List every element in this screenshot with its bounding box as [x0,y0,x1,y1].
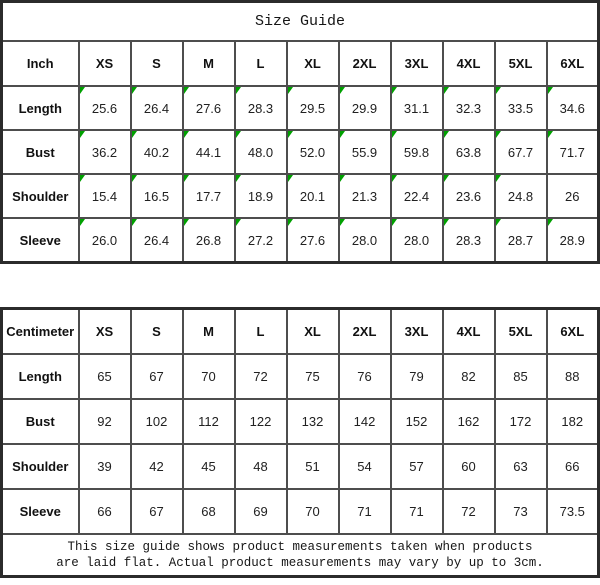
green-corner-flag-icon [340,87,345,94]
centimeter-table-row-sleeve [2,489,599,534]
measurement-cell: 40.2 [131,130,183,174]
measurement-cell: 21.3 [339,174,391,218]
green-corner-flag-icon [444,131,449,138]
measurement-cell: 52.0 [287,130,339,174]
green-corner-flag-icon [288,131,293,138]
green-corner-flag-icon [392,131,397,138]
measurement-cell: 79 [391,354,443,399]
measurement-cell: 26.4 [131,218,183,263]
measurement-cell: 69 [235,489,287,534]
measurement-cell: 60 [443,444,495,489]
inch-table-header-row [2,41,599,86]
size-header-3xl: 3XL [391,309,443,355]
size-header-5xl: 5XL [495,41,547,86]
green-corner-flag-icon [444,87,449,94]
row-label-shoulder: Shoulder [2,174,79,218]
size-header-s: S [131,309,183,355]
measurement-cell: 66 [547,444,599,489]
green-corner-flag-icon [496,219,501,226]
measurement-cell: 152 [391,399,443,444]
green-corner-flag-icon [236,175,241,182]
centimeter-table-header-row [2,309,599,355]
green-corner-flag-icon [132,175,137,182]
size-header-5xl: 5XL [495,309,547,355]
measurement-cell: 28.9 [547,218,599,263]
measurement-cell: 67 [131,489,183,534]
size-header-m: M [183,41,235,86]
measurement-cell: 34.6 [547,86,599,130]
measurement-cell: 55.9 [339,130,391,174]
green-corner-flag-icon [496,131,501,138]
green-corner-flag-icon [288,175,293,182]
measurement-cell: 26 [547,174,599,218]
centimeter-table-row-length [2,354,599,399]
size-header-2xl: 2XL [339,309,391,355]
measurement-cell: 17.7 [183,174,235,218]
measurement-cell: 71 [339,489,391,534]
measurement-cell: 67.7 [495,130,547,174]
measurement-cell: 26.8 [183,218,235,263]
green-corner-flag-icon [80,219,85,226]
measurement-cell: 72 [443,489,495,534]
size-header-m: M [183,309,235,355]
measurement-cell: 76 [339,354,391,399]
green-corner-flag-icon [392,87,397,94]
green-corner-flag-icon [548,219,553,226]
table-gap-spacer [0,264,600,307]
centimeter-size-table [0,307,600,578]
measurement-cell: 63.8 [443,130,495,174]
measurement-cell: 67 [131,354,183,399]
measurement-cell: 28.0 [391,218,443,263]
size-header-3xl: 3XL [391,41,443,86]
green-corner-flag-icon [132,131,137,138]
measurement-cell: 122 [235,399,287,444]
measurement-cell: 24.8 [495,174,547,218]
measurement-cell: 92 [79,399,131,444]
green-corner-flag-icon [236,87,241,94]
measurement-cell: 73.5 [547,489,599,534]
green-corner-flag-icon [80,87,85,94]
size-header-l: L [235,309,287,355]
green-corner-flag-icon [236,131,241,138]
measurement-cell: 26.0 [79,218,131,263]
green-corner-flag-icon [444,219,449,226]
measurement-cell: 75 [287,354,339,399]
unit-label-centimeter: Centimeter [2,309,79,355]
measurement-cell: 16.5 [131,174,183,218]
measurement-cell: 44.1 [183,130,235,174]
measurement-cell: 66 [79,489,131,534]
footer-row [2,534,599,577]
green-corner-flag-icon [236,219,241,226]
measurement-cell: 29.5 [287,86,339,130]
green-corner-flag-icon [392,175,397,182]
inch-table-row-length [2,86,599,130]
measurement-cell: 59.8 [391,130,443,174]
footer-note-line1: This size guide shows product measurements taken when products [67,540,533,554]
green-corner-flag-icon [184,87,189,94]
green-corner-flag-icon [496,87,501,94]
measurement-cell: 48 [235,444,287,489]
measurement-cell: 29.9 [339,86,391,130]
green-corner-flag-icon [184,175,189,182]
green-corner-flag-icon [340,131,345,138]
row-label-sleeve: Sleeve [2,489,79,534]
unit-label-inch: Inch [2,41,79,86]
inch-size-table [0,0,600,264]
inch-table-body [2,41,599,263]
measurement-cell: 85 [495,354,547,399]
row-label-length: Length [2,354,79,399]
size-header-6xl: 6XL [547,309,599,355]
measurement-cell: 27.6 [287,218,339,263]
green-corner-flag-icon [548,87,553,94]
measurement-cell: 27.6 [183,86,235,130]
page-title: Size Guide [2,2,599,42]
size-header-2xl: 2XL [339,41,391,86]
green-corner-flag-icon [288,219,293,226]
row-label-sleeve: Sleeve [2,218,79,263]
measurement-cell: 65 [79,354,131,399]
row-label-bust: Bust [2,130,79,174]
green-corner-flag-icon [340,219,345,226]
green-corner-flag-icon [80,131,85,138]
size-header-4xl: 4XL [443,41,495,86]
measurement-cell: 82 [443,354,495,399]
green-corner-flag-icon [184,219,189,226]
green-corner-flag-icon [288,87,293,94]
measurement-cell: 102 [131,399,183,444]
footer-note-line2: are laid flat. Actual product measurements may vary by up to 3cm. [56,556,544,570]
measurement-cell: 28.0 [339,218,391,263]
measurement-cell: 162 [443,399,495,444]
title-row [2,2,599,42]
measurement-cell: 28.3 [235,86,287,130]
size-header-xl: XL [287,309,339,355]
measurement-cell: 18.9 [235,174,287,218]
measurement-cell: 88 [547,354,599,399]
measurement-cell: 22.4 [391,174,443,218]
measurement-cell: 57 [391,444,443,489]
size-header-6xl: 6XL [547,41,599,86]
row-label-bust: Bust [2,399,79,444]
row-label-length: Length [2,86,79,130]
measurement-cell: 15.4 [79,174,131,218]
measurement-cell: 54 [339,444,391,489]
green-corner-flag-icon [392,219,397,226]
inch-table-row-shoulder [2,174,599,218]
centimeter-table-row-shoulder [2,444,599,489]
centimeter-table-body [2,309,599,535]
measurement-cell: 70 [183,354,235,399]
measurement-cell: 71.7 [547,130,599,174]
size-header-xl: XL [287,41,339,86]
measurement-cell: 26.4 [131,86,183,130]
measurement-cell: 51 [287,444,339,489]
measurement-cell: 33.5 [495,86,547,130]
measurement-cell: 42 [131,444,183,489]
green-corner-flag-icon [444,175,449,182]
measurement-cell: 32.3 [443,86,495,130]
green-corner-flag-icon [496,175,501,182]
measurement-cell: 73 [495,489,547,534]
green-corner-flag-icon [80,175,85,182]
measurement-cell: 182 [547,399,599,444]
measurement-cell: 36.2 [79,130,131,174]
size-header-s: S [131,41,183,86]
measurement-cell: 23.6 [443,174,495,218]
measurement-cell: 132 [287,399,339,444]
measurement-cell: 48.0 [235,130,287,174]
inch-table-row-sleeve [2,218,599,263]
green-corner-flag-icon [132,219,137,226]
inch-table-row-bust [2,130,599,174]
measurement-cell: 31.1 [391,86,443,130]
green-corner-flag-icon [548,131,553,138]
size-header-xs: XS [79,41,131,86]
size-header-l: L [235,41,287,86]
measurement-cell: 142 [339,399,391,444]
size-header-xs: XS [79,309,131,355]
measurement-cell: 63 [495,444,547,489]
measurement-cell: 39 [79,444,131,489]
green-corner-flag-icon [184,131,189,138]
measurement-cell: 72 [235,354,287,399]
measurement-cell: 28.3 [443,218,495,263]
measurement-cell: 28.7 [495,218,547,263]
centimeter-table-row-bust [2,399,599,444]
measurement-cell: 112 [183,399,235,444]
measurement-cell: 172 [495,399,547,444]
measurement-cell: 27.2 [235,218,287,263]
size-header-4xl: 4XL [443,309,495,355]
measurement-cell: 20.1 [287,174,339,218]
measurement-cell: 71 [391,489,443,534]
measurement-cell: 25.6 [79,86,131,130]
green-corner-flag-icon [132,87,137,94]
footer-note [2,534,599,577]
measurement-cell: 70 [287,489,339,534]
measurement-cell: 45 [183,444,235,489]
green-corner-flag-icon [340,175,345,182]
measurement-cell: 68 [183,489,235,534]
row-label-shoulder: Shoulder [2,444,79,489]
